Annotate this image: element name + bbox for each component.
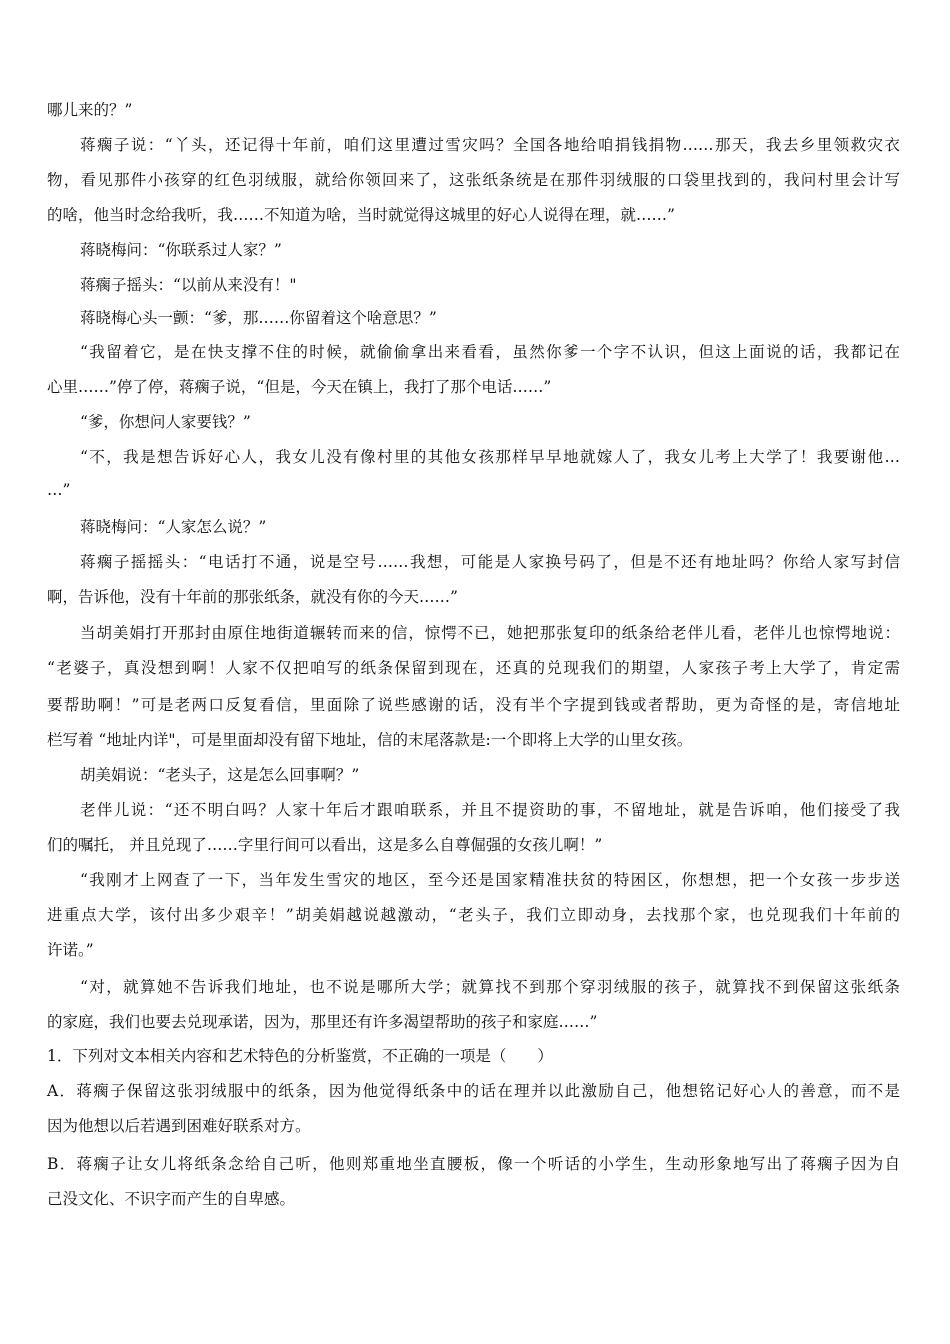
paragraph-line: 蒋晓梅心头一颤：“爹，那……你留着这个啥意思？”	[80, 309, 437, 327]
paragraph-line: 啊，告诉他，没有十年前的那张纸条，就没有你的今天……”	[47, 588, 458, 606]
answer-option-line: 己没文化、不识字而产生的自卑感。	[47, 1190, 296, 1208]
paragraph-line: 哪儿来的？”	[47, 101, 133, 119]
paragraph-line: 蒋瘸子摇摇头：“电话打不通，说是空号……我想，可能是人家换号码了，但是不还有地址吗？你给人家写封信	[80, 553, 900, 571]
paragraph-line: 的啥，他当时念给我听，我……不知道为啥，当时就觉得这城里的好心人说得在理，就……”	[47, 206, 675, 224]
question-stem: 1．下列对文本相关内容和艺术特色的分析鉴赏，不正确的一项是（ ）	[47, 1047, 553, 1065]
paragraph-line: 当胡美娟打开那封由原住地街道辗转而来的信，惊愕不已，她把那张复印的纸条给老伴儿看，老伴儿也惊愕地说：	[80, 624, 900, 642]
paragraph-line: 胡美娟说：“老头子，这是怎么回事啊？”	[80, 766, 360, 784]
paragraph-line: “对，就算她不告诉我们地址，也不说是哪所大学；就算找不到那个穿羽绒服的孩子，就算找不到保留这张纸条	[80, 978, 900, 996]
paragraph-line: 老伴儿说：“还不明白吗？人家十年后才跟咱联系，并且不提资助的事，不留地址，就是告诉咱，他们接受了我	[80, 801, 900, 819]
paragraph-line: 心里……”停了停，蒋瘸子说，“但是，今天在镇上，我打了那个电话……”	[47, 378, 552, 396]
paragraph-line: 们的嘱托， 并且兑现了……字里行间可以看出，这是多么自尊倔强的女孩儿啊！”	[47, 836, 603, 854]
paragraph-line: 蒋晓梅问：“人家怎么说？”	[80, 518, 267, 536]
paragraph-line: 的家庭，我们也要去兑现承诺，因为，那里还有许多渴望帮助的孩子和家庭……”	[47, 1013, 598, 1031]
paragraph-line: 蒋瘸子摇头：“以前从来没有！"	[80, 276, 297, 294]
paragraph-line: 物，看见那件小孩穿的红色羽绒服，就给你领回来了，这张纸条统是在那件羽绒服的口袋里找到的，我问村里会计写	[47, 171, 900, 189]
answer-option-line: B．蒋瘸子让女儿将纸条念给自己听，他则郑重地坐直腰板，像一个听话的小学生，生动形象地写出了蒋瘸子因为自	[47, 1155, 900, 1173]
paragraph-line: “老婆子，真没想到啊！人家不仅把咱写的纸条保留到现在，还真的兑现我们的期望，人家孩子考上大学了，肯定需	[47, 659, 900, 677]
answer-option-line: A．蒋瘸子保留这张羽绒服中的纸条，因为他觉得纸条中的话在理并以此激励自己，他想铭记好心人的善意，而不是	[47, 1082, 900, 1100]
paragraph-line: “我刚才上网查了一下，当年发生雪灾的地区，至今还是国家精准扶贫的特困区，你想想，把一个女孩一步步送	[80, 871, 900, 889]
paragraph-line: 蒋瘸子说：“丫头，还记得十年前，咱们这里遭过雪灾吗？全国各地给咱捐钱捐物……那天，我去乡里领救灾衣	[80, 136, 900, 154]
paragraph-line: “我留着它，是在快支撑不住的时候，就偷偷拿出来看看，虽然你爹一个字不认识，但这上面说的话，我都记在	[80, 343, 900, 361]
paragraph-line: “不，我是想告诉好心人，我女儿没有像村里的其他女孩那样早早地就嫁人了，我女儿考上大学了！我要谢他…	[80, 448, 900, 466]
paragraph-line: 蒋晓梅问：“你联系过人家？”	[80, 241, 282, 259]
paragraph-line: 许诺。”	[47, 941, 94, 959]
answer-option-line: 因为他想以后若遇到困难好联系对方。	[47, 1117, 311, 1135]
paragraph-line: “爹，你想问人家要钱？”	[80, 413, 251, 431]
paragraph-line: 进重点大学，该付出多少艰辛！”胡美娟越说越激动，“老头子，我们立即动身，去找那个家，也兑现我们十年前的	[47, 906, 900, 924]
paragraph-line: 栏写着 “地址内详"，可是里面却没有留下地址，信的末尾落款是:一个即将上大学的山里女孩。	[47, 731, 693, 749]
paragraph-line: …”	[47, 481, 71, 499]
paragraph-line: 要帮助啊！”可是老两口反复看信，里面除了说些感谢的话，没有半个字提到钱或者帮助，更为奇怪的是，寄信地址	[47, 696, 900, 714]
